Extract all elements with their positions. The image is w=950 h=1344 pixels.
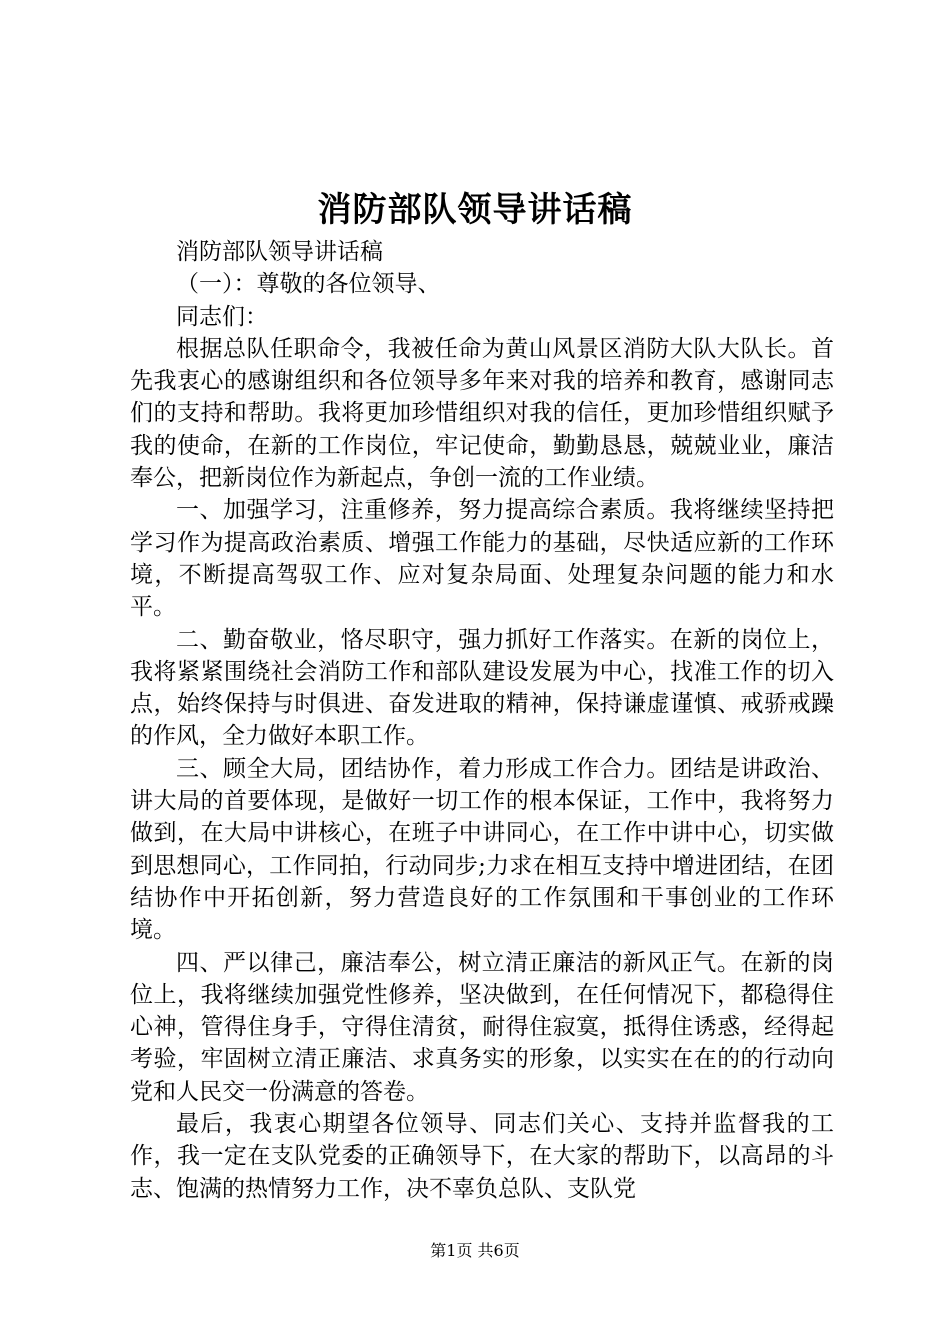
document-body — [130, 236, 834, 1205]
paragraph-closing: 最后，我衷心期望各位领导、同志们关心、支持并监督我的工作，我一定在支队党委的正确领导下，在大家的帮助下，以高昂的斗志、饱满的热情努力工作，决不辜负总队、支队党 — [130, 1111, 834, 1202]
paragraph-point-1: 一、加强学习，注重修养，努力提高综合素质。我将继续坚持把学习作为提高政治素质、增强工作能力的基础，尽快适应新的工作环境，不断提高驾驭工作、应对复杂局面、处理复杂问题的能力和水平。 — [130, 497, 834, 621]
paragraph-salutation: （一）：尊敬的各位领导、 — [176, 271, 441, 298]
paragraph-point-4: 四、严以律己，廉洁奉公，树立清正廉洁的新风正气。在新的岗位上，我将继续加强党性修养，坚决做到，在任何情况下，都稳得住心神，管得住身手，守得住清贫，耐得住寂寞，抵得住诱惑，经得起考验，牢固树立清正廉洁、求真务实的形象，以实实在在的的行动向党和人民交一份满意的答卷。 — [130, 949, 834, 1105]
paragraph-intro: 根据总队任职命令，我被任命为黄山风景区消防大队大队长。首先我衷心的感谢组织和各位领导多年来对我的培养和教育，感谢同志们的支持和帮助。我将更加珍惜组织对我的信任，更加珍惜组织赋予我的使命，在新的工作岗位，牢记使命，勤勤恳恳，兢兢业业，廉洁奉公，把新岗位作为新起点，争创一流的工作业绩。 — [130, 335, 834, 492]
page-indicator: 第1页 共6页 — [430, 1241, 520, 1260]
paragraph-point-3: 三、顾全大局，团结协作，着力形成工作合力。团结是讲政治、讲大局的首要体现，是做好一切工作的根本保证，工作中，我将努力做到，在大局中讲核心，在班子中讲同心，在工作中讲中心，切实做到思想同心，工作同拍，行动同步;力求在相互支持中增进团结，在团结协作中开拓创新，努力营造良好的工作氛围和干事创业的工作环境。 — [130, 755, 834, 944]
document-title: 消防部队领导讲话稿 — [317, 190, 633, 230]
paragraph-salutation-2: 同志们： — [176, 303, 268, 330]
paragraph-point-2: 二、勤奋敬业，恪尽职守，强力抓好工作落实。在新的岗位上，我将紧紧围绕社会消防工作和部队建设发展为中心，找准工作的切入点，始终保持与时俱进、奋发进取的精神，保持谦虚谨慎、戒骄戒躁的作风，全力做好本职工作。 — [130, 626, 834, 750]
paragraph-heading-repeat: 消防部队领导讲话稿 — [176, 239, 383, 265]
